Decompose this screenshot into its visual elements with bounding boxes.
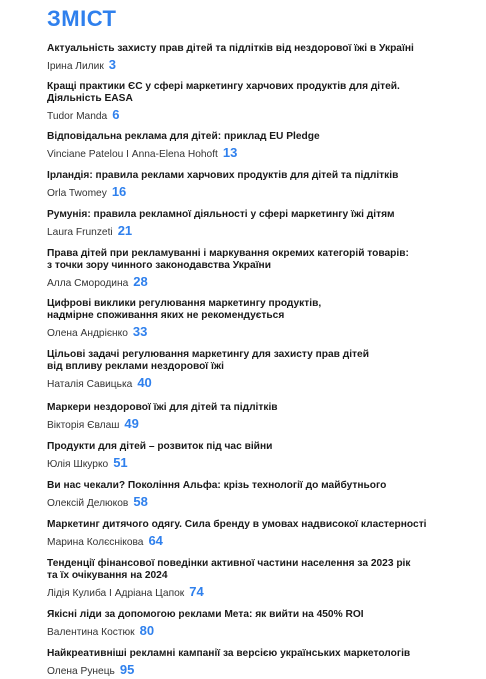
entry-authors: Марина Колєснікова: [47, 537, 144, 548]
entry-meta: [47, 108, 467, 124]
entry-meta: [47, 624, 467, 640]
entry-title-line: Діяльність EASA: [47, 93, 133, 104]
entry-title: [47, 298, 467, 322]
entry-title: [47, 81, 467, 105]
entry-title-line: надмірне споживання яких не рекомендується: [47, 310, 285, 321]
entry-title: [47, 480, 467, 492]
entry-page-number: 33: [132, 324, 148, 339]
entry-title-line: Продукти для дітей – розвиток під час війни: [47, 441, 273, 452]
entry-title: [47, 441, 467, 453]
entry-page-number: 51: [113, 455, 128, 470]
toc-entry[interactable]: [47, 298, 467, 341]
toc-entry[interactable]: [47, 43, 467, 74]
entry-title-line: з точки зору чинного законодавства України: [47, 260, 271, 271]
toc-entry[interactable]: [47, 349, 467, 392]
entry-page-number: 64: [148, 533, 163, 548]
toc-entry[interactable]: [47, 209, 467, 240]
entry-page-number: 21: [117, 223, 133, 238]
entry-authors: Orla Twomey: [47, 188, 107, 199]
toc-entry[interactable]: [47, 131, 467, 162]
entry-title-line: Маркетинг дитячого одягу. Сила бренду в умовах надвисокої кластерності: [47, 519, 427, 530]
entry-title-line: Найкреативніші рекламні кампанії за версією українських маркетологів: [47, 648, 411, 659]
entry-title: [47, 349, 467, 373]
toc-entry[interactable]: [47, 519, 467, 550]
entry-title-line: Права дітей при рекламуванні і маркування окремих категорій товарів:: [47, 248, 409, 259]
entry-authors: Ірина Лилик: [47, 61, 104, 72]
entry-page-number: 6: [112, 107, 120, 122]
entry-title-line: Цільові задачі регулювання маркетингу для захисту прав дітей: [47, 349, 369, 360]
entry-authors: Laura Frunzeti: [47, 227, 113, 238]
entry-page-number: 74: [189, 584, 204, 599]
entry-page-number: 28: [133, 274, 148, 289]
entry-authors: Олена Андрієнко: [47, 328, 128, 339]
entry-authors: Алла Смородина: [47, 278, 129, 289]
entry-page-number: 95: [119, 662, 135, 677]
entry-title: [47, 519, 467, 531]
toc-entry[interactable]: [47, 170, 467, 201]
entry-meta: [47, 325, 467, 341]
entry-authors: Vinciane Patelou І Anna-Elena Hohoft: [47, 149, 218, 160]
entry-title-line: Кращі практики ЄС у сфері маркетингу харчових продуктів для дітей.: [47, 81, 400, 92]
entry-title: [47, 402, 467, 414]
toc-entry[interactable]: [47, 648, 467, 679]
toc-entry[interactable]: [47, 480, 467, 511]
entry-title-line: Актуальність захисту прав дітей та підлітків від нездорової їжі в Україні: [47, 43, 414, 54]
entry-page-number: 49: [124, 416, 139, 431]
entry-title-line: Ірландія: правила реклами харчових продуктів для дітей та підлітків: [47, 170, 399, 181]
entry-title: [47, 43, 467, 55]
entry-title-line: та їх очікування на 2024: [47, 570, 168, 581]
toc-heading: ЗМІСТ: [47, 6, 117, 31]
entry-title-line: Маркери нездорової їжі для дітей та підлітків: [47, 402, 278, 413]
entry-page-number: 16: [111, 184, 127, 199]
entry-meta: [47, 495, 467, 511]
entry-meta: [47, 456, 467, 472]
entry-title: [47, 248, 467, 272]
entry-title-line: Тенденції фінансової поведінки активної частини населення за 2023 рік: [47, 558, 411, 569]
entry-meta: [47, 58, 467, 74]
entry-page-number: 40: [137, 375, 152, 390]
entry-meta: [47, 224, 467, 240]
toc-entry[interactable]: [47, 558, 467, 601]
entry-authors: Олена Рунець: [47, 666, 115, 677]
entry-authors: Юлія Шкурко: [47, 459, 109, 470]
entry-page-number: 58: [133, 494, 148, 509]
entry-title-line: Румунія: правила рекламної діяльності у сфері маркетингу їжі дітям: [47, 209, 395, 220]
entry-title-line: Відповідальна реклама для дітей: приклад EU Pledge: [47, 131, 320, 142]
entry-authors: Олексій Делюков: [47, 498, 129, 509]
entry-meta: [47, 417, 467, 433]
entry-title: [47, 609, 467, 621]
toc-entry[interactable]: [47, 402, 467, 433]
entry-page-number: 3: [108, 57, 117, 72]
entry-title-line: Якісні ліди за допомогою реклами Мета: як вийти на 450% ROI: [47, 609, 364, 620]
entry-authors: Вікторія Євлаш: [47, 420, 120, 431]
entry-meta: [47, 275, 467, 291]
entry-meta: [47, 376, 467, 392]
toc-entry[interactable]: [47, 441, 467, 472]
toc-entry[interactable]: [47, 81, 467, 124]
entry-authors: Валентина Костюк: [47, 627, 135, 638]
toc-entry[interactable]: [47, 609, 467, 640]
entry-title: [47, 131, 467, 143]
entry-meta: [47, 585, 467, 601]
entry-meta: [47, 663, 467, 679]
entry-meta: [47, 185, 467, 201]
entry-page-number: 13: [222, 145, 238, 160]
toc-entry[interactable]: [47, 248, 467, 291]
entry-authors: Лідія Кулиба І Адріана Цапок: [47, 588, 185, 599]
entry-authors: Наталія Савицька: [47, 379, 133, 390]
entry-meta: [47, 534, 467, 550]
entry-authors: Tudor Manda: [47, 111, 108, 122]
entry-title: [47, 170, 467, 182]
entry-page-number: 80: [139, 623, 155, 638]
entry-title-line: від впливу реклами нездорової їжі: [47, 361, 224, 372]
entry-title-line: Цифрові виклики регулювання маркетингу продуктів,: [47, 298, 322, 309]
entry-title: [47, 209, 467, 221]
entry-title: [47, 648, 467, 660]
entry-meta: [47, 146, 467, 162]
entry-title: [47, 558, 467, 582]
entry-title-line: Ви нас чекали? Покоління Альфа: крізь технології до майбутнього: [47, 480, 387, 491]
